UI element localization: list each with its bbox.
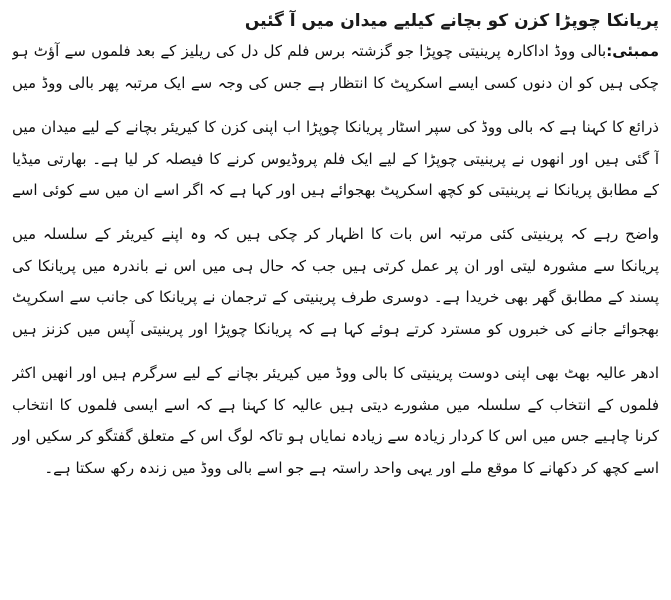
article-headline: پریانکا چوپڑا کزن کو بچانے کیلیے میدان میں آ گئیں (244, 11, 659, 31)
article-paragraph-2: ذرائع کا کہنا ہے کہ بالی ووڈ کی سپر اسٹار پریانکا چوپڑا اب اپنی کزن کا کیریئر بچانے کے لیے میدان میں آ گئی ہیں اور انھوں نے پرینیتی چوپڑا کے لیے ایک فلم پروڈیوس کرنے کا فیصلہ کر لیا ہے۔ بھارتی میڈیا کے مطابق پریانکا نے پرینیتی کو کچھ اسکرپٹ بھجوائے ہیں اور کہا ہے کہ اگر اسے ان میں سے کوئی اسے (12, 118, 659, 199)
article-dateline: ممبئی: (606, 42, 659, 60)
article-paragraph-1-text: بالی ووڈ اداکارہ پرینیتی چوپڑا جو گزشتہ برس فلم کل دل کی ریلیز کے بعد فلموں سے آؤٹ ہو چکی ہیں کو ان دنوں کسی ایسے اسکرپٹ کا انتظار ہے جس کی وجہ سے ایک مرتبہ پھر بالی ووڈ میں (12, 42, 659, 92)
article-paragraph-3: واضح رہے کہ پرینیتی کئی مرتبہ اس بات کا اظہار کر چکی ہیں کہ وہ اپنے کیریئر کے سلسلہ میں پریانکا سے مشورہ لیتی اور ان پر عمل کرتی ہیں جب کہ حال ہی میں اس نے باندرہ میں پریانکا کی پسند کے مطابق گھر بھی خریدا ہے۔ دوسری طرف پرینیتی کے ترجمان نے پریانکا کی جانب سے اسکرپٹ بھجوائے جانے کی خبروں کو مسترد کرتے ہوئے کہا ہے کہ پریانکا چوپڑا اور پرینیتی آپس میں کزنز ہیں (12, 225, 659, 338)
article-paragraph-1 (12, 36, 659, 100)
article-paragraph-4: ادھر عالیہ بھٹ بھی اپنی دوست پرینیتی کا بالی ووڈ میں کیریئر بچانے کے لیے سرگرم ہیں اور انھیں اکثر فلموں کے انتخاب کے سلسلہ میں مشورے دیتی ہیں عالیہ کا کہنا ہے کہ اسے ایسی فلموں کا انتخاب کرنا چاہیے جس میں اس کا کردار زیادہ سے زیادہ نمایاں ہو تاکہ لوگ اس کے متعلق گفتگو کر سکیں اور اسے کچھ کر دکھانے کا موقع ملے اور یہی واحد راستہ ہے جو اسے بالی ووڈ میں زندہ رکھ سکتا ہے۔ (12, 364, 659, 477)
news-article (12, 0, 659, 600)
